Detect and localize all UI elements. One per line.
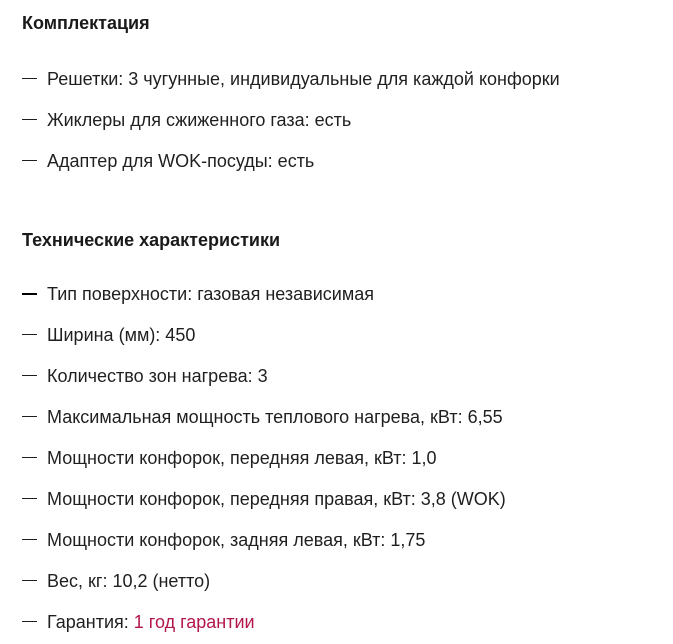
list-item <box>22 478 506 519</box>
dash-bullet-icon <box>22 621 37 623</box>
dash-bullet-icon <box>22 160 37 162</box>
list-item <box>22 140 560 181</box>
list-item-text: Тип поверхности: газовая независимая <box>47 283 374 304</box>
list-item <box>22 396 506 437</box>
dash-bullet-icon <box>22 539 37 541</box>
dash-bullet-icon <box>22 416 37 418</box>
list-item <box>22 355 506 396</box>
dash-bullet-icon <box>22 119 37 121</box>
dash-bullet-icon <box>22 457 37 459</box>
dash-bullet-icon <box>22 498 37 500</box>
list-item <box>22 58 560 99</box>
dash-bullet-icon <box>22 293 37 295</box>
dash-bullet-icon <box>22 78 37 80</box>
list-item-text: Количество зон нагрева: 3 <box>47 365 268 386</box>
list-item-text: Максимальная мощность теплового нагрева, кВт: 6,55 <box>47 406 503 427</box>
list-item <box>22 437 506 478</box>
equipment-list <box>22 58 560 181</box>
dash-bullet-icon <box>22 375 37 377</box>
list-item-text: Мощности конфорок, передняя правая, кВт: 3,8 (WOK) <box>47 488 506 509</box>
warranty-label: Гарантия: <box>47 611 134 632</box>
dash-bullet-icon <box>22 580 37 582</box>
specs-list <box>22 273 506 642</box>
section-title-specs: Технические характеристики <box>22 230 281 250</box>
list-item-text: Решетки: 3 чугунные, индивидуальные для каждой конфорки <box>47 68 560 89</box>
section-title-equipment: Комплектация <box>22 13 150 33</box>
list-item-text: Адаптер для WOK-посуды: есть <box>47 150 315 171</box>
list-item <box>22 314 506 355</box>
list-item <box>22 519 506 560</box>
warranty-item <box>22 601 506 642</box>
dash-bullet-icon <box>22 334 37 336</box>
list-item-text: Мощности конфорок, задняя левая, кВт: 1,75 <box>47 529 426 550</box>
list-item <box>22 273 506 314</box>
list-item-text: Ширина (мм): 450 <box>47 324 196 345</box>
list-item <box>22 560 506 601</box>
warranty-link[interactable]: 1 год гарантии <box>133 611 255 632</box>
list-item-text: Вес, кг: 10,2 (нетто) <box>47 570 211 591</box>
list-item <box>22 99 560 140</box>
list-item-text: Мощности конфорок, передняя левая, кВт: 1,0 <box>47 447 437 468</box>
list-item-text: Жиклеры для сжиженного газа: есть <box>47 109 352 130</box>
